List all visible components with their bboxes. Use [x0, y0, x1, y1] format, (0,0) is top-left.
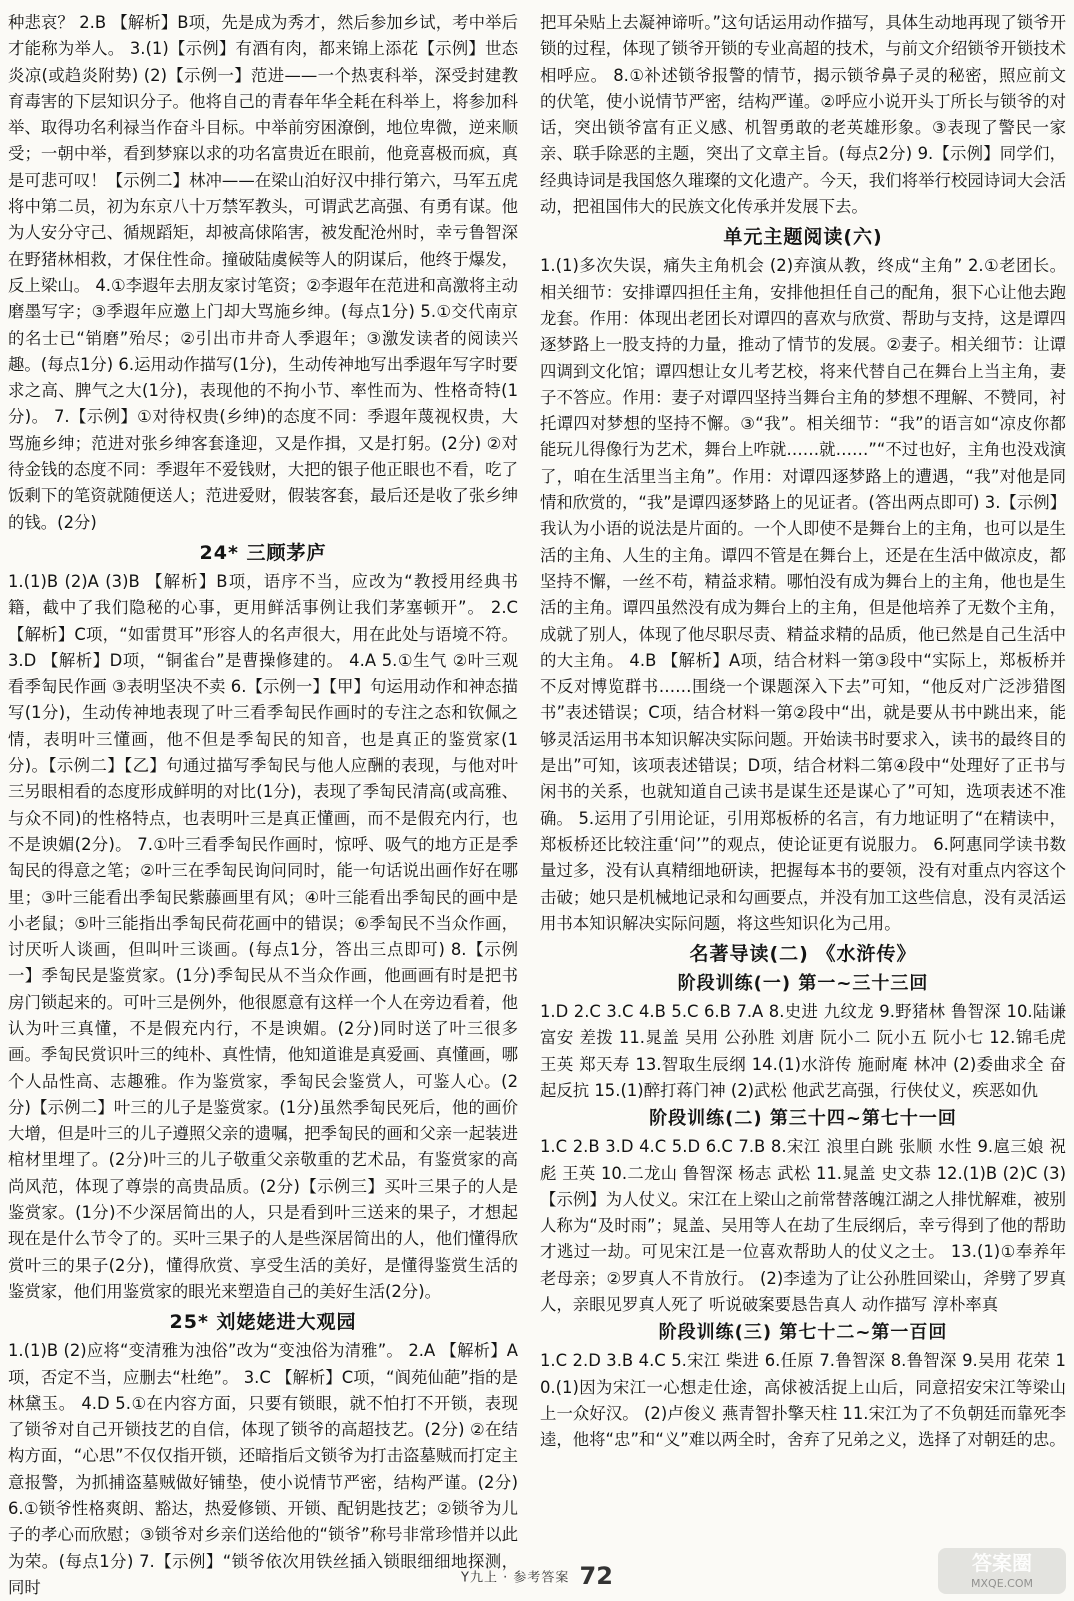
- lesson-24-heading: 24* 三顾茅庐: [199, 541, 327, 564]
- answer-text-block: 1.D 2.C 3.C 4.B 5.C 6.B 7.A 8.史进 九纹龙 9.野猪林 鲁智深 10.陆谦 富安 差拨 11.晁盖 吴用 公孙胜 刘唐 阮小二 阮小五 阮小七 12.锦毛虎 王英 郑天寿 13.智取生辰纲 14.(1)水浒传 施耐庵 林冲 (2)委曲求全 奋起反抗 15.(1)醉打蒋门神 (2)武松 他武艺高强，行侠仗义，疾恶如仇: [540, 1002, 1066, 1100]
- watermark-main: 答案圈: [972, 1551, 1032, 1575]
- stage-2-heading: 阶段训练(二) 第三十四~第七十一回: [649, 1108, 957, 1130]
- stage-3-heading: 阶段训练(三) 第七十二~第一百回: [658, 1322, 948, 1344]
- answer-text-block: 1.(1)多次失误，痛失主角机会 (2)弃演从教，终成“主角” 2.①老团长。相关细节：安排谭四担任主角，安排他担任自己的配角，狠下心让他去跑龙套。作用：体现出老团长对谭四的喜欢与欣赏、帮助与支持，这是谭四逐梦路上一股支持的力量，推动了情节的发展。②妻子。相关细节：让谭四调到文化馆；谭四想让女儿考艺校，将来代替自己在舞台上当主角，妻子不答应。作用：妻子对谭四坚持当舞台主角的梦想不理解、不赞同，衬托谭四对梦想的坚持不懈。③“我”。相关细节：“我”的语言如“凉皮你都能玩儿得像行为艺术，舞台上咋就……就……”“不过也好，主角也没戏演了，咱在生活里当主角”。作用：对谭四逐梦路上的遭遇，“我”对他是同情和欣赏的，“我”是谭四逐梦路上的见证者。(答出两点即可) 3.【示例】我认为小语的说法是片面的。一个人即使不是舞台上的主角，也可以是生活的主角、人生的主角。谭四不管是在舞台上，还是在生活中做凉皮，都坚持不懈，一丝不苟，精益求精。哪怕没有成为舞台上的主角，他也是生活的主角。谭四虽然没有成为舞台上的主角，但是他培养了无数个主角，成就了别人，体现了他尽职尽责、精益求精的品质，他已然是自己生活中的大主角。 4.B 【解析】A项，结合材料一第③段中“实际上，郑板桥并不反对博览群书……围绕一个课题深入下去”可知，“他反对广泛涉猎图书”表述错误；C项，结合材料一第②段中“出，就是要从书中跳出来，能够灵活运用书本知识解决实际问题。开始读书时要求入，读书的最终目的是出”可知，该项表述错误；D项，结合材料二第④段中“处理好了正书与闲书的关系，也就知道自己读书是谋生还是谋心了”可知，选项表述不准确。 5.运用了引用论证，引用郑板桥的名言，有力地证明了“在精读中，郑板桥还比较注重‘问’”的观点，使论证更有说服力。 6.阿惠同学读书数量过多，没有认真精细地研读，把握每本书的要领，没有对重点内容这个击破；她只是机械地记录和勾画要点，并没有加工这些信息，没有灵活运用书本知识解决实际问题，将这些知识化为己用。: [540, 256, 1066, 933]
- answer-text-block: 1.C 2.D 3.B 4.C 5.宋江 柴进 6.任原 7.鲁智深 8.鲁智深 9.吴用 花荣 10.(1)因为宋江一心想走仕途，高俅被活捉上山后，同意招安宋江等梁山上一众好汉。 (2)卢俊义 燕青智扑擎天柱 11.宋江为了不负朝廷而靠死李逵，他将“忠”和“义”难以两全时，舍弃了兄弟之义，选择了对朝廷的忠。: [540, 1351, 1066, 1450]
- stage-1-heading: 阶段训练(一) 第一~三十三回: [677, 973, 929, 995]
- answer-text-block: 1.C 2.B 3.D 4.C 5.D 6.C 7.B 8.宋江 浪里白跳 张顺 水性 9.扈三娘 祝彪 王英 10.二龙山 鲁智深 杨志 武松 11.晁盖 史文恭 12.(1)B (2)C (3)【示例】为人仗义。宋江在上梁山之前常替落魄江湖之人排忧解难，被别人称为“及时雨”；晁盖、吴用等人在劫了生辰纲后，幸亏得到了他的帮助才逃过一劫。可见宋江是一位喜欢帮助人的仗义之士。 13.(1)①奉养年老母亲；②罗真人不肯放行。 (2)李逵为了让公孙胜回梁山，斧劈了罗真人，亲眼见罗真人死了 听说破案要恳告真人 动作描写 淳朴率真: [540, 1137, 1066, 1315]
- answer-text-block: 1.(1)B (2)A (3)B 【解析】B项，语序不当，应改为“教授用经典书籍，截中了我们隐秘的心事，更用鲜活事例让我们茅塞顿开”。 2.C 【解析】C项，“如雷贯耳”形容人的名声很大，用在此处与语境不符。 3.D 【解析】D项，“铜雀台”是曹操修建的。 4.A 5.①生气 ②叶三观看季匋民作画 ③表明坚决不卖 6.【示例一】【甲】句运用动作和神态描写(1分)，生动传神地表现了叶三看季匋民作画时的专注之态和钦佩之情，表明叶三懂画，他不但是季匋民的知音，也是真正的鉴赏家(1分)。【示例二】【乙】句通过描写季匋民与他人应酬的表现，与他对叶三另眼相看的态度形成鲜明的对比(1分)，表现了季匋民清高(或高雅、与众不同)的性格特点，也表明叶三是真正懂画，而不是假充内行，也不是谀媚(2分)。 7.①叶三看季匋民作画时，惊呼、吸气的地方正是季匋民的得意之笔；②叶三在季匋民询问同时，能一句话说出画作好在哪里；③叶三能看出季匋民紫藤画里有风；④叶三能看出季匋民的画中是小老鼠；⑤叶三能指出季匋民荷花画中的错误；⑥季匋民不当众作画，讨厌听人谈画，但叫叶三谈画。(每点1分，答出三点即可) 8.【示例一】季匋民是鉴赏家。(1分)季匋民从不当众作画，他画画有时是把书房门锁起来的。可叶三是例外，他很愿意有这样一个人在旁边看着，他认为叶三真懂，不是假充内行，不是谀媚。(2分)同时送了叶三很多画。季匋民赏识叶三的纯朴、真性情，他知道谁是真爱画、真懂画，哪个人品性高、志趣雅。作为鉴赏家，季匋民会鉴赏人，可鉴人心。(2分)【示例二】叶三的儿子是鉴赏家。(1分)虽然季匋民死后，他的画价大增，但是叶三的儿子遵照父亲的遗嘱，把季匋民的画和父亲一起装进棺材里埋了。(2分)叶三的儿子敬重父亲敬重的艺术品，有鉴赏家的高尚风范，体现了尊崇的高贵品质。(2分)【示例三】买叶三果子的人是鉴赏家。(1分)不少深居简出的人，只是看到叶三送来的果子，才想起现在是什么节令了的。买叶三果子的人是些深居简出的人，他们懂得欣赏叶三的果子(2分)，懂得欣赏、享受生活的美好，是懂得鉴赏生活的鉴赏家，他们用鉴赏家的眼光来塑造自己的美好生活(2分)。: [8, 571, 518, 1301]
- watermark-logo: [938, 1548, 1066, 1594]
- page-number: 72: [579, 1562, 613, 1590]
- classics-guide-heading: 名著导读(二) 《水浒传》: [689, 943, 917, 966]
- answer-text-block: 把耳朵贴上去凝神谛听。”这句话运用动作描写，具体生动地再现了锁爷开锁的过程，体现了锁爷开锁的专业高超的技术，与前文介绍锁爷开锁技术相呼应。 8.①补述锁爷报警的情节，揭示锁爷鼻子灵的秘密，照应前文的伏笔，使小说情节严密，结构严谨。②呼应小说开头丁所长与锁爷的对话，突出锁爷富有正义感、机智勇敢的老英雄形象。③表现了警民一家亲、联手除恶的主题，突出了文章主旨。(每点2分) 9.【示例】同学们，经典诗词是我国悠久璀璨的文化遗产。今天，我们将举行校园诗词大会活动，把祖国伟大的民族文化传承并发展下去。: [540, 13, 1066, 217]
- answer-text-block: 种悲哀？ 2.B 【解析】B项，先是成为秀才，然后参加乡试，考中举后才能称为举人。 3.(1)【示例】有酒有肉，都来锦上添花【示例】世态炎凉(或趋炎附势) (2)【示例一】范进——一个热衷科举，深受封建教育毒害的下层知识分子。他将自己的青春年华全耗在科举上，将参加科举、取得功名利禄当作奋斗目标。中举前穷困潦倒，地位卑微，逆来顺受；一朝中举，看到梦寐以求的功名富贵近在眼前，他竟喜极而疯，真是可悲可叹！【示例二】林冲——在梁山泊好汉中排行第六，马军五虎将中第二员，初为东京八十万禁军教头，可谓武艺高强、有勇有谋。他为人安分守己、循规蹈矩，却被高俅陷害，被发配沧州时，幸亏鲁智深在野猪林相救，才保住性命。撞破陆虞候等人的阴谋后，他终于爆发，反上梁山。 4.①李遐年去朋友家讨笔资；②李遐年在范进和高激将主动磨墨写字；③季遐年应邀上门却大骂施乡绅。(每点1分) 5.①交代南京的名士已“销磨”殆尽；②引出市井奇人季遐年；③激发读者的阅读兴趣。(每点1分) 6.运用动作描写(1分)，生动传神地写出季遐年写字时要求之高、脾气之大(1分)，表现他的不拘小节、率性而为、性格奇特(1分)。 7.【示例】①对待权贵(乡绅)的态度不同：季遐年蔑视权贵，大骂施乡绅；范进对张乡绅客套逢迎，又是作揖，又是打躬。(2分) ②对待金钱的态度不同：季遐年不爱钱财，大把的银子他正眼也不看，吃了饭剩下的笔资就随便送人；范进爱财，假装客套，最后还是收了张乡绅的钱。(2分): [8, 13, 518, 532]
- page-footer: [0, 1562, 1074, 1592]
- answer-text-block: 1.(1)B (2)应将“变清雅为浊俗”改为“变浊俗为清雅”。 2.A 【解析】A项，否定不当，应删去“杜绝”。 3.C 【解析】C项，“阆苑仙葩”指的是林黛玉。 4.D 5.①在内容方面，只要有锁眼，就不怕打不开锁，表现了锁爷对自己开锁技艺的自信，体现了锁爷的高超技艺。(2分) ②在结构方面，“心思”不仅仅指开锁，还暗指后文锁爷为打击盗墓贼而打定主意报警，为抓捕盗墓贼做好铺垫，使小说情节严密，结构严谨。(2分) 6.①锁爷性格爽朗、豁达，热爱修锁、开锁、配钥匙技艺；②锁爷为儿子的孝心而欣慰；③锁爷对乡亲们送给他的“锁爷”称号非常珍惜并以此为荣。(每点1分) 7.【示例】“锁爷依次用铁丝插入锁眼细细地探测，同时: [8, 1341, 518, 1597]
- unit-reading-heading: 单元主题阅读(六): [723, 226, 883, 249]
- watermark-url: MXQE.COM: [971, 1577, 1033, 1590]
- footer-label: Y九上 · 参考答案: [461, 1570, 570, 1586]
- right-column: [540, 10, 1066, 1558]
- lesson-25-heading: 25* 刘姥姥进大观园: [169, 1311, 357, 1334]
